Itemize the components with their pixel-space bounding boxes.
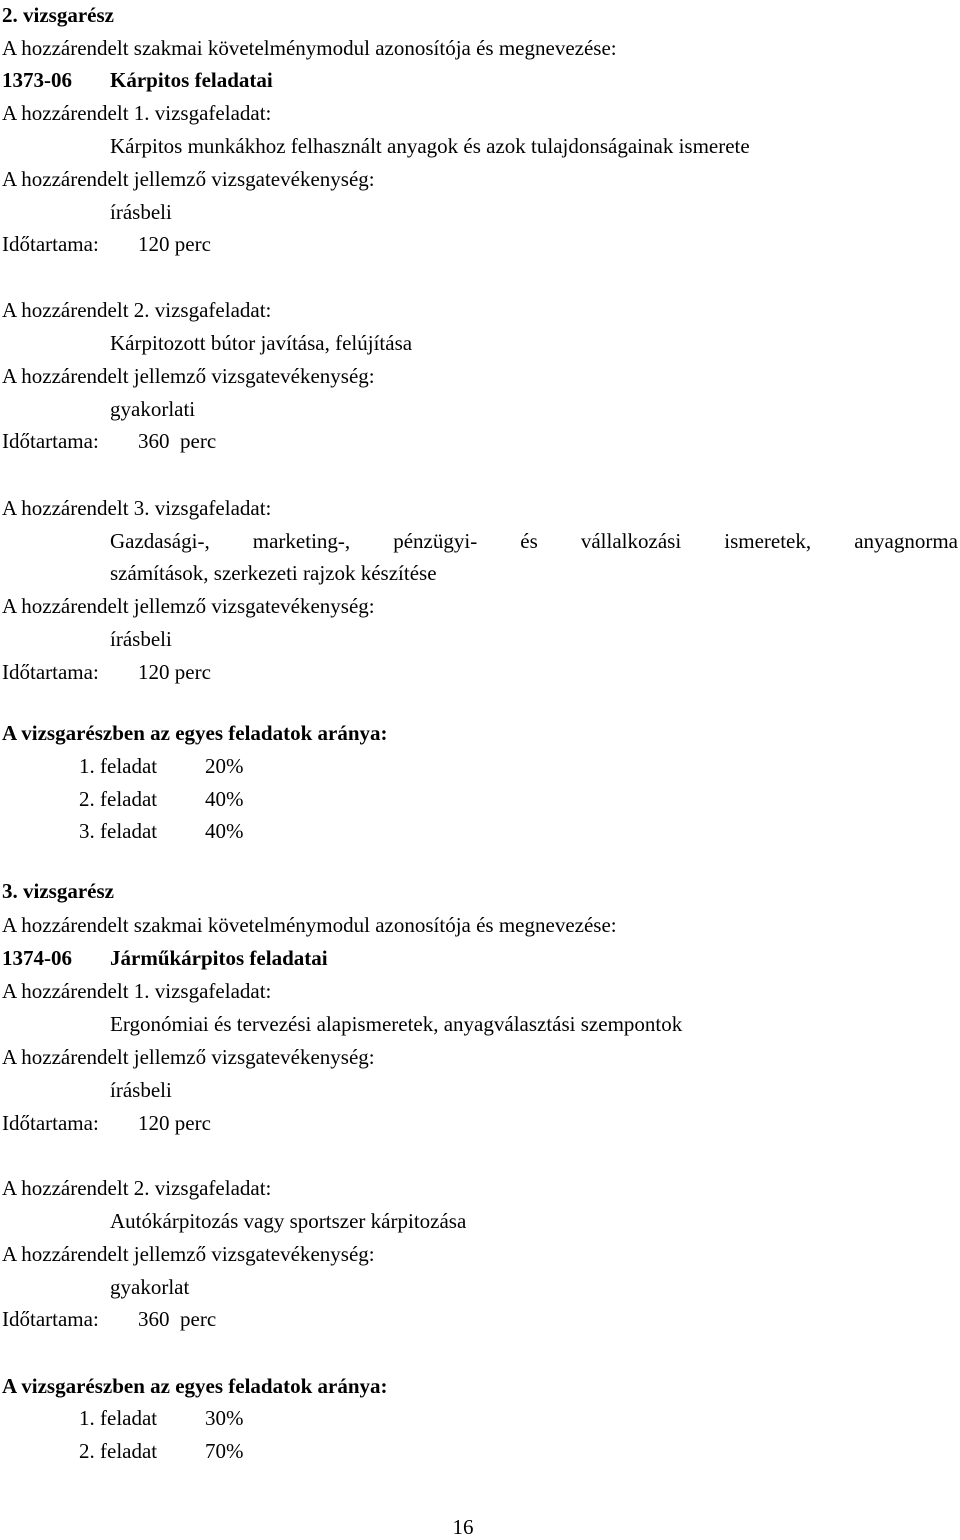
duration-label: Időtartama: (2, 429, 99, 453)
duration-line (2, 231, 211, 257)
ratio-row (79, 1405, 244, 1431)
module-code: 1373-06 (2, 68, 72, 92)
duration-value: 120 perc (138, 232, 211, 256)
ratio-value: 70% (205, 1439, 244, 1463)
ratio-value: 40% (205, 787, 244, 811)
part-heading: 3. vizsgarész (2, 879, 114, 903)
page-number: 16 (452, 1515, 474, 1539)
task-title: Kárpitozott bútor javítása, felújítása (110, 331, 413, 355)
module-name: Kárpitos feladatai (110, 68, 273, 92)
ratio-task: 2. feladat (79, 1439, 158, 1463)
module-title (2, 945, 328, 971)
duration-line (2, 428, 216, 454)
duration-value: 120 perc (138, 1111, 211, 1135)
module-name: Járműkárpitos feladatai (110, 946, 328, 970)
activity-value: gyakorlati (110, 397, 196, 421)
activity-label: A hozzárendelt jellemző vizsgatevékenység: (2, 1242, 375, 1266)
part-heading: 2. vizsgarész (2, 3, 114, 27)
activity-label: A hozzárendelt jellemző vizsgatevékenység: (2, 594, 375, 618)
duration-line (2, 1306, 216, 1332)
ratio-row (79, 753, 244, 779)
task-title-line-1: Gazdasági-, marketing-, pénzügyi- és vállalkozási ismeretek, anyagnorma (110, 529, 958, 553)
ratio-value: 20% (205, 754, 244, 778)
ratio-task: 2. feladat (79, 787, 158, 811)
duration-label: Időtartama: (2, 232, 99, 256)
ratio-row (79, 818, 244, 844)
activity-value: írásbeli (110, 627, 172, 651)
duration-line (2, 659, 211, 685)
module-label: A hozzárendelt szakmai követelménymodul azonosítója és megnevezése: (2, 36, 617, 60)
ratio-task: 1. feladat (79, 754, 158, 778)
module-code: 1374-06 (2, 946, 72, 970)
duration-line (2, 1110, 211, 1136)
duration-value: 120 perc (138, 660, 211, 684)
ratio-row (79, 786, 244, 812)
task-title: Ergonómiai és tervezési alapismeretek, anyagválasztási szempontok (110, 1012, 683, 1036)
module-title (2, 67, 273, 93)
activity-label: A hozzárendelt jellemző vizsgatevékenység: (2, 364, 375, 388)
duration-label: Időtartama: (2, 660, 99, 684)
activity-value: írásbeli (110, 200, 172, 224)
task-label: A hozzárendelt 2. vizsgafeladat: (2, 298, 272, 322)
ratio-task: 1. feladat (79, 1406, 158, 1430)
ratio-heading: A vizsgarészben az egyes feladatok aránya: (2, 1374, 388, 1398)
task-title: Autókárpitozás vagy sportszer kárpitozása (110, 1209, 467, 1233)
activity-value: gyakorlat (110, 1275, 190, 1299)
task-label: A hozzárendelt 3. vizsgafeladat: (2, 496, 272, 520)
duration-value: 360 perc (138, 1307, 217, 1331)
ratio-row (79, 1438, 244, 1464)
task-label: A hozzárendelt 1. vizsgafeladat: (2, 979, 272, 1003)
ratio-heading: A vizsgarészben az egyes feladatok aránya: (2, 721, 388, 745)
task-label: A hozzárendelt 2. vizsgafeladat: (2, 1176, 272, 1200)
task-title-line-2: számítások, szerkezeti rajzok készítése (110, 561, 437, 585)
activity-label: A hozzárendelt jellemző vizsgatevékenység: (2, 1045, 375, 1069)
ratio-task: 3. feladat (79, 819, 158, 843)
task-label: A hozzárendelt 1. vizsgafeladat: (2, 101, 272, 125)
module-label: A hozzárendelt szakmai követelménymodul azonosítója és megnevezése: (2, 913, 617, 937)
duration-value: 360 perc (138, 429, 217, 453)
task-title: Kárpitos munkákhoz felhasznált anyagok és azok tulajdonságainak ismerete (110, 134, 750, 158)
duration-label: Időtartama: (2, 1307, 99, 1331)
ratio-value: 40% (205, 819, 244, 843)
activity-value: írásbeli (110, 1078, 172, 1102)
activity-label: A hozzárendelt jellemző vizsgatevékenység: (2, 167, 375, 191)
duration-label: Időtartama: (2, 1111, 99, 1135)
ratio-value: 30% (205, 1406, 244, 1430)
